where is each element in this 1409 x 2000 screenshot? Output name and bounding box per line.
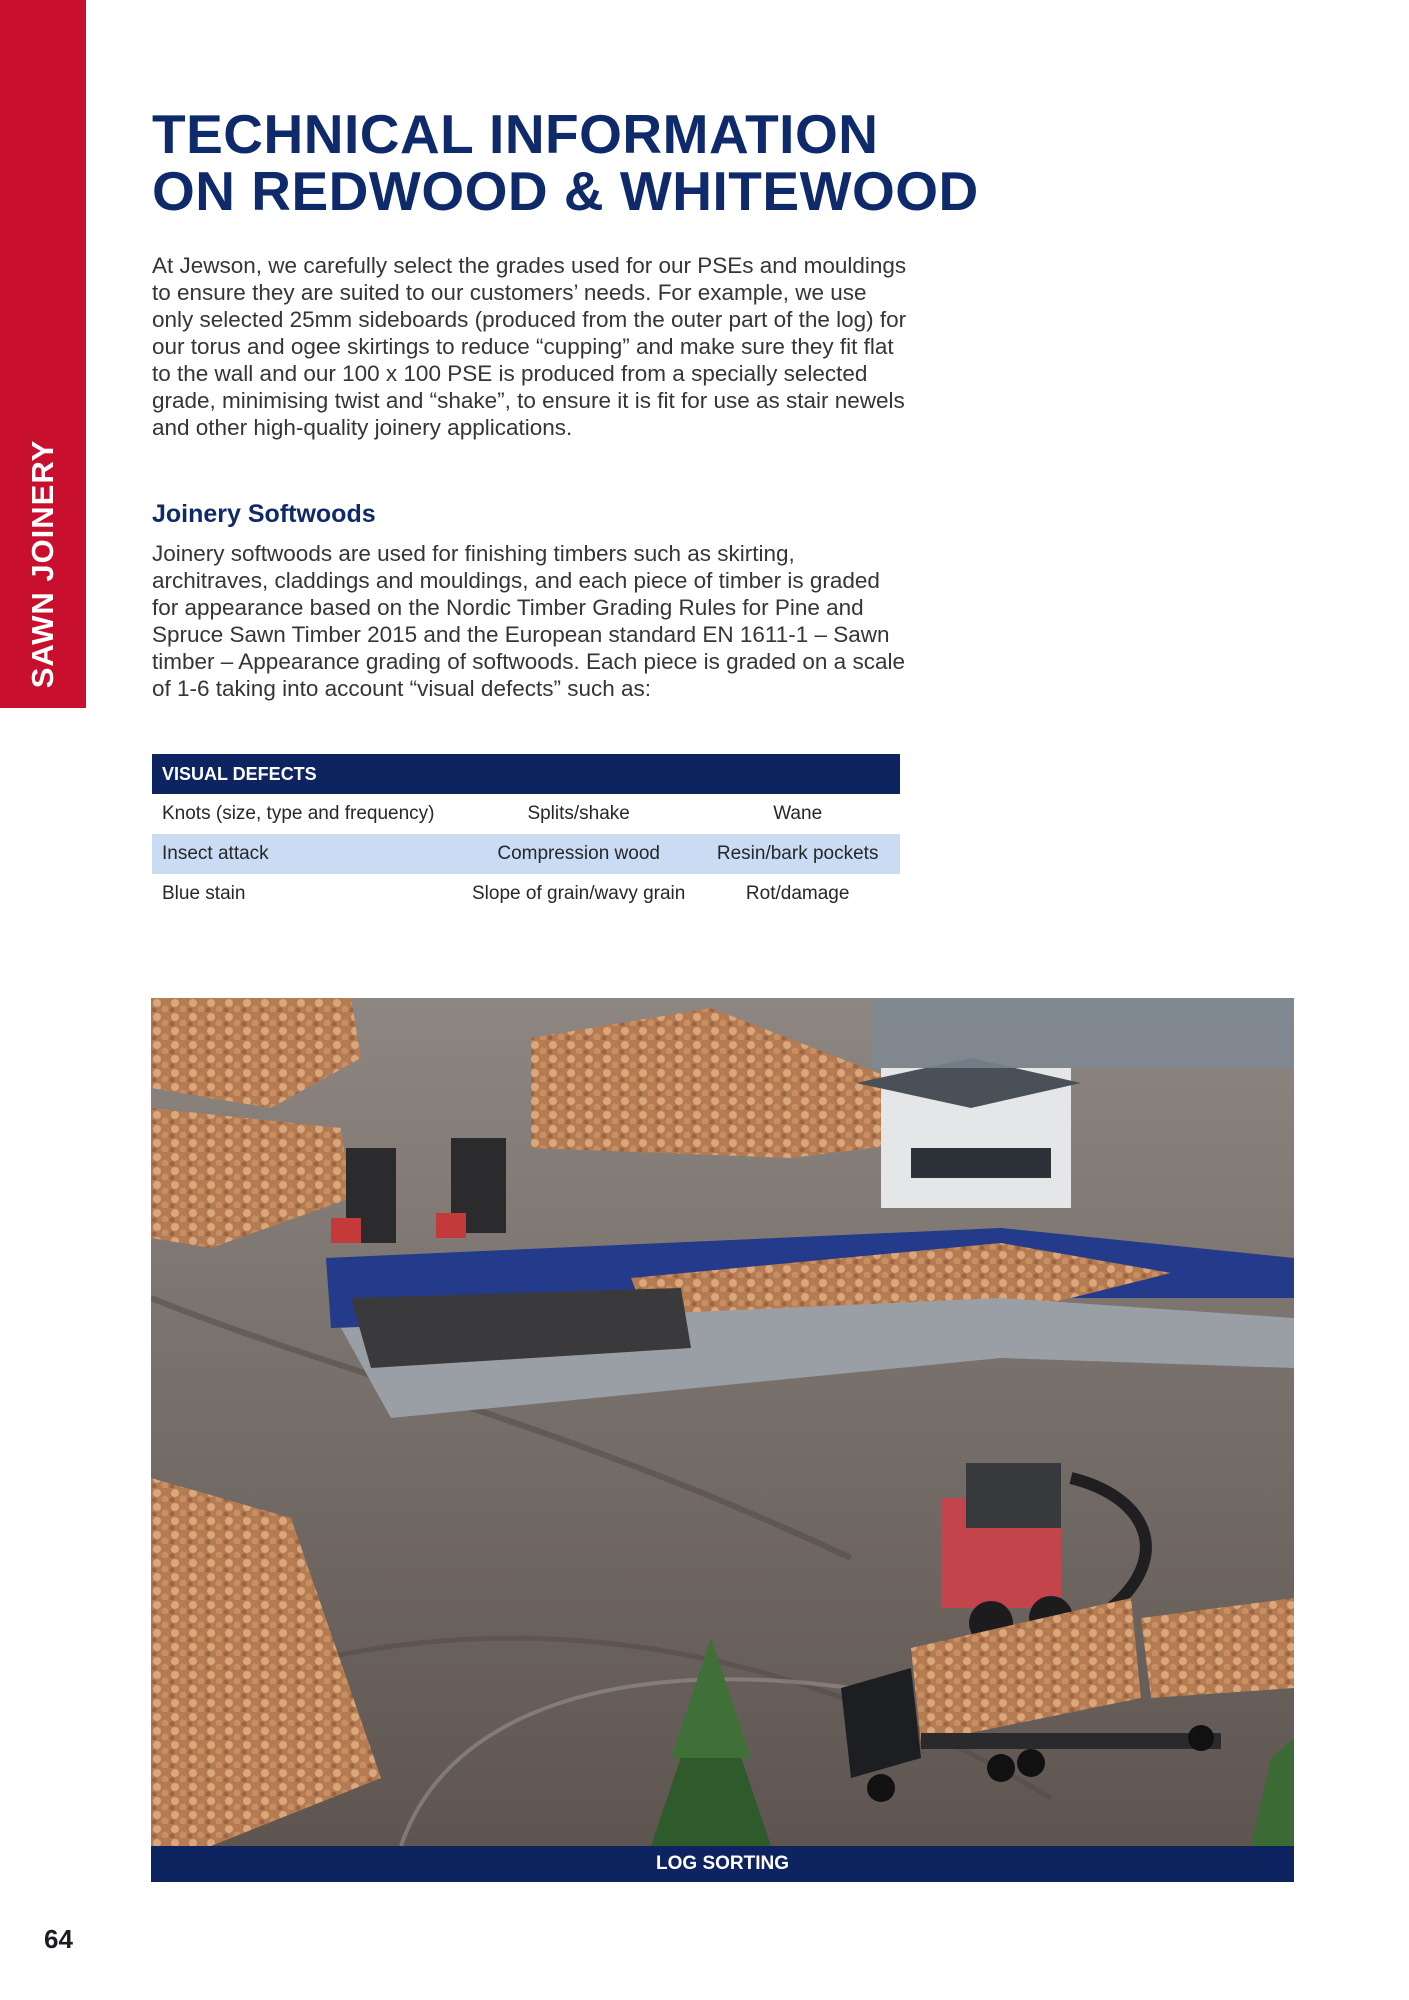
table-cell: Resin/bark pockets	[695, 834, 900, 874]
section-tab	[0, 0, 86, 708]
page-number: 64	[44, 1924, 73, 1954]
table-header-row	[152, 754, 900, 794]
table-header: VISUAL DEFECTS	[152, 754, 900, 794]
joinery-paragraph: Joinery softwoods are used for finishing timbers such as skirting, architraves, claddings and mouldings, and each piece of timber is graded for appearance based on the Nordic Timber Grading Rules for Pine and Spruce Sawn Timber 2015 and the European standard EN 1611-1 – Sawn timber – Appearance grading of softwoods. Each piece is graded on a scale of 1-6 taking into account “visual defects” such as:	[152, 541, 905, 701]
photo-caption: LOG SORTING	[151, 1846, 1294, 1882]
table-cell: Wane	[773, 803, 823, 824]
table-row	[152, 874, 900, 914]
page-title-line-2: ON REDWOOD & WHITEWOOD	[152, 160, 979, 222]
table-row	[152, 794, 900, 834]
table-cell: Splits/shake	[527, 803, 630, 824]
table-cell: Rot/damage	[745, 883, 850, 904]
table-cell: Blue stain	[162, 883, 246, 904]
table-row	[152, 834, 900, 874]
section-tab-label: SAWN JOINERY	[25, 439, 60, 689]
page-title	[152, 103, 1052, 222]
table-cell: Insect attack	[152, 834, 462, 874]
visual-defects-table	[152, 754, 900, 914]
page-title-line-1: TECHNICAL INFORMATION	[152, 103, 879, 165]
intro-paragraph: At Jewson, we carefully select the grades used for our PSEs and mouldings to ensure they are suited to our customers’ needs. For example, we use only selected 25mm sideboards (produced from the outer part of the log) for our torus and ogee skirtings to reduce “cupping” and make sure they fit flat to the wall and our 100 x 100 PSE is produced from a specially selected grade, minimising twist and “shake”, to ensure it is fit for use as stair newels and other high-quality joinery applications.	[152, 253, 907, 440]
joinery-heading: Joinery Softwoods	[152, 500, 376, 528]
table-cell: Compression wood	[462, 834, 695, 874]
table-cell: Slope of grain/wavy grain	[472, 883, 686, 904]
table-cell: Knots (size, type and frequency)	[162, 803, 435, 824]
log-sorting-photo	[151, 998, 1294, 1846]
